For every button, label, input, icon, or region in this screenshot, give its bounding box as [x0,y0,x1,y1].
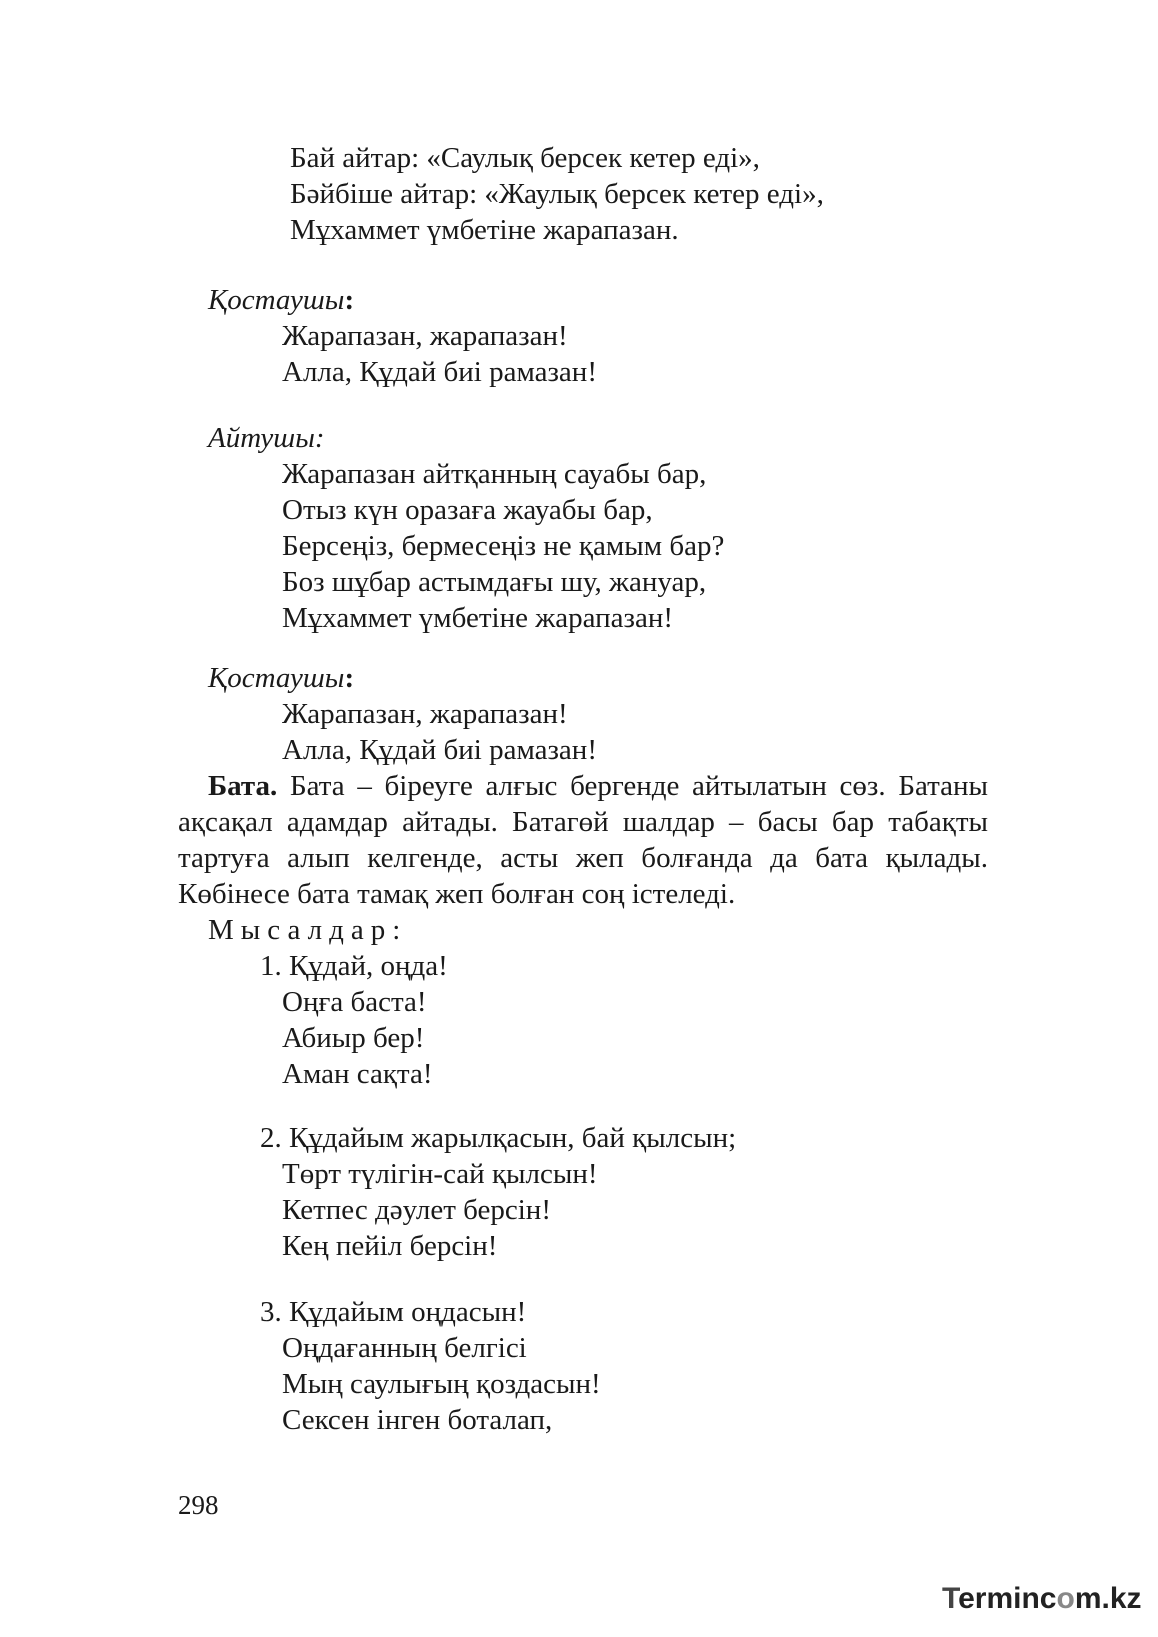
example-line: Оңға баста! [282,986,427,1018]
verse-line: Бай айтар: «Саулық берсек кетер еді», [290,142,760,174]
refrain-line: Алла, Құдай биі рамазан! [282,356,597,388]
refrain-line: Алла, Құдай биі рамазан! [282,734,597,766]
verse-line: Боз шұбар астымдағы шу, жануар, [282,566,707,598]
examples-label: Мысалдар: [208,914,408,946]
example-line: Сексен інген боталап, [282,1404,553,1436]
verse-line: Мұхаммет үмбетіне жарапазан! [282,602,674,634]
example-line: 1. Құдай, оңда! [260,950,448,982]
example-line: 3. Құдайым оңдасын! [260,1296,527,1328]
refrain-line: Жарапазан, жарапазан! [282,320,568,352]
verse-line: Мұхаммет үмбетіне жарапазан. [290,214,679,246]
example-line: Оңдағанның белгісі [282,1332,527,1364]
page-number: 298 [178,1490,219,1520]
example-line: Кең пейіл берсін! [282,1230,498,1262]
speaker-label: Айтушы: [208,422,325,454]
speaker-label [208,282,354,318]
example-line: Төрт түлігін-сай қылсын! [282,1158,598,1190]
verse-line: Бәйбіше айтар: «Жаулық берсек кетер еді», [290,178,824,210]
example-line: Мың саулығың қоздасын! [282,1368,601,1400]
verse-line: Отыз күн оразаға жауабы бар, [282,494,653,526]
speaker-name: Қостаушы [208,662,345,694]
verse-line: Берсеңіз, бермесеңіз не қамым бар? [282,530,725,562]
refrain-line: Жарапазан, жарапазан! [282,698,568,730]
example-line: Абиыр бер! [282,1022,425,1054]
example-line: Кетпес дәулет берсін! [282,1194,551,1226]
speaker-label [208,660,354,696]
bata-term: Бата. [208,770,278,802]
speaker-name: Қостаушы [208,284,345,316]
bata-text: Бата – біреуге алғыс бергенде айтылатын сөз. Батаны ақсақал адамдар айтады. Батагөй шалдар – басы бар табақты тартуға алып келгенде, асты жеп болғанда да бата қылады. Көбінесе бата тамақ жеп болған соң істеледі. [178,770,988,910]
bata-paragraph [178,768,988,912]
speaker-colon: : [344,284,355,316]
verse-line: Жарапазан айтқанның сауабы бар, [282,458,707,490]
watermark-logo: Termincom.kz [942,1582,1142,1615]
example-line: Аман сақта! [282,1058,433,1090]
speaker-colon: : [344,662,355,694]
example-line: 2. Құдайым жарылқасын, бай қылсын; [260,1122,737,1154]
